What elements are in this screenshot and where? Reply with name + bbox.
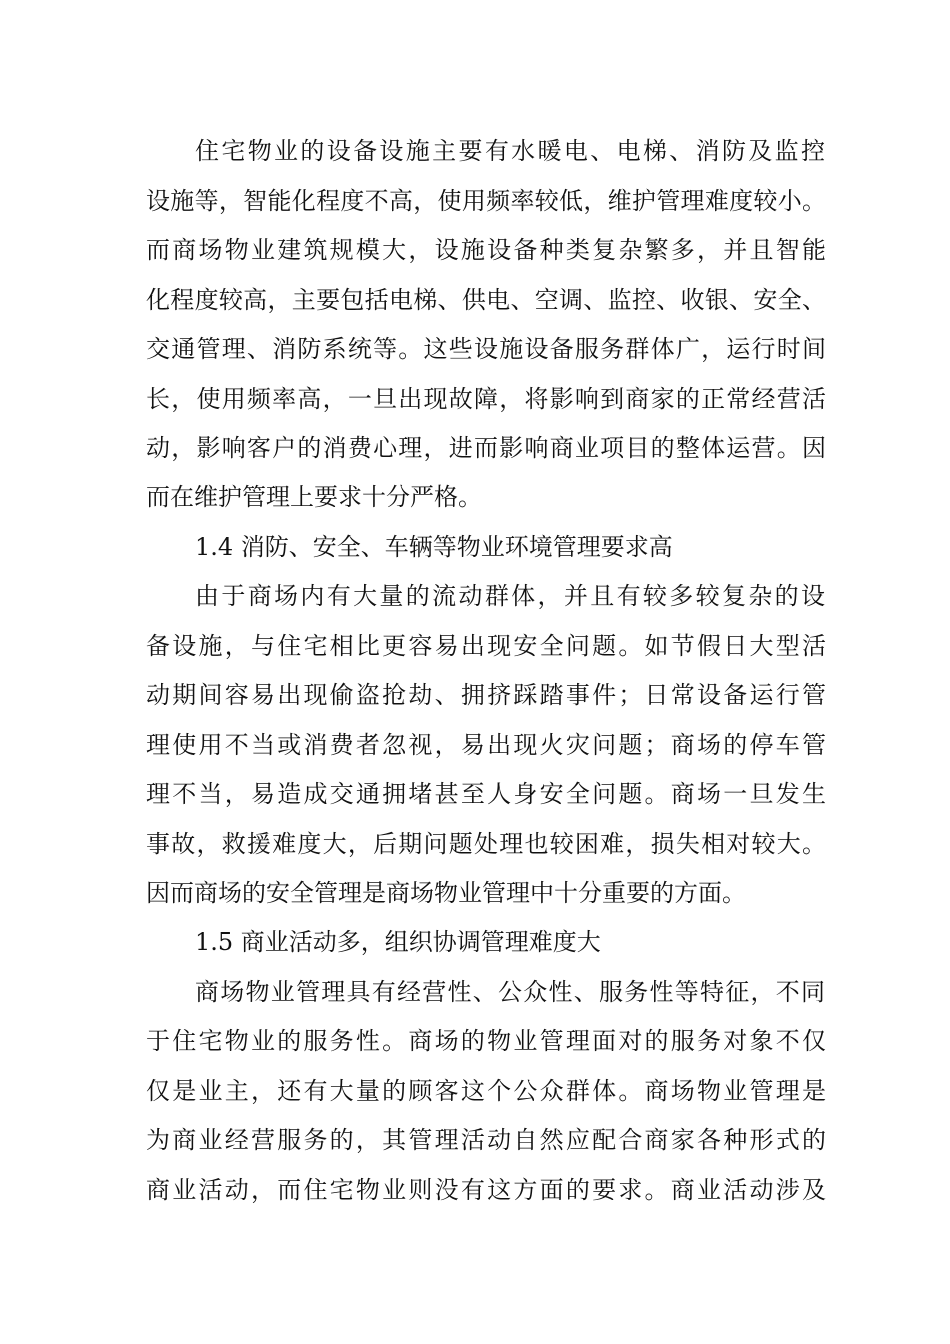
paragraph-line: 化程度较高，主要包括电梯、供电、空调、监控、收银、安全、 <box>146 286 826 314</box>
paragraph-line: 备设施，与住宅相比更容易出现安全问题。如节假日大型活 <box>146 632 826 660</box>
paragraph-line: 因而商场的安全管理是商场物业管理中十分重要的方面。 <box>146 879 746 907</box>
paragraph-line: 事故，救援难度大，后期问题处理也较困难，损失相对较大。 <box>146 830 826 858</box>
paragraph-line: 商业活动，而住宅物业则没有这方面的要求。商业活动涉及 <box>146 1176 826 1204</box>
paragraph-line: 由于商场内有大量的流动群体，并且有较多较复杂的设 <box>195 582 825 610</box>
paragraph-line: 为商业经营服务的，其管理活动自然应配合商家各种形式的 <box>146 1126 826 1154</box>
paragraph-line: 长，使用频率高，一旦出现故障，将影响到商家的正常经营活 <box>146 385 826 413</box>
paragraph-line: 交通管理、消防系统等。这些设施设备服务群体广，运行时间 <box>146 335 826 363</box>
section-heading: 1.5 商业活动多，组织协调管理难度大 <box>195 928 601 956</box>
paragraph-line: 设施等，智能化程度不高，使用频率较低，维护管理难度较小。 <box>146 187 826 215</box>
paragraph-line: 动期间容易出现偷盗抢劫、拥挤踩踏事件；日常设备运行管 <box>146 681 826 709</box>
paragraph-line: 于住宅物业的服务性。商场的物业管理面对的服务对象不仅 <box>146 1027 826 1055</box>
paragraph-line: 理不当，易造成交通拥堵甚至人身安全问题。商场一旦发生 <box>146 780 826 808</box>
paragraph-line: 而商场物业建筑规模大，设施设备种类复杂繁多，并且智能 <box>146 236 826 264</box>
paragraph-line: 商场物业管理具有经营性、公众性、服务性等特征，不同 <box>195 978 825 1006</box>
paragraph-line: 而在维护管理上要求十分严格。 <box>146 483 482 511</box>
section-heading: 1.4 消防、安全、车辆等物业环境管理要求高 <box>195 533 673 561</box>
paragraph-line: 住宅物业的设备设施主要有水暖电、电梯、消防及监控 <box>195 137 825 165</box>
paragraph-line: 动，影响客户的消费心理，进而影响商业项目的整体运营。因 <box>146 434 826 462</box>
paragraph-line: 仅是业主，还有大量的顾客这个公众群体。商场物业管理是 <box>146 1077 826 1105</box>
paragraph-line: 理使用不当或消费者忽视，易出现火灾问题；商场的停车管 <box>146 731 826 759</box>
